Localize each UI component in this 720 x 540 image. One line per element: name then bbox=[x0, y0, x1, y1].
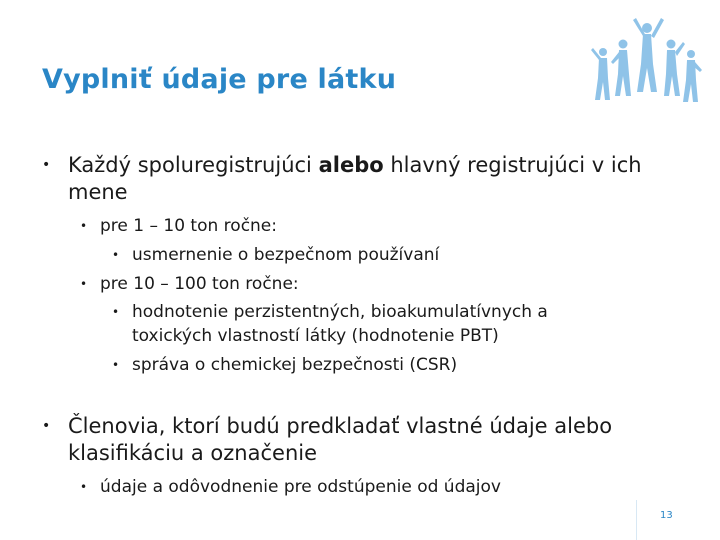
bullet-dot: • bbox=[80, 480, 88, 494]
bullet-dot: • bbox=[42, 157, 51, 173]
bullet-bold-text: alebo bbox=[318, 153, 384, 177]
footer-divider bbox=[636, 500, 637, 540]
bullet-dot: • bbox=[112, 358, 120, 372]
page-number: 13 bbox=[660, 510, 673, 521]
bullet-level3 bbox=[112, 300, 612, 348]
bullet-level2 bbox=[80, 214, 680, 238]
bullet-level1 bbox=[42, 152, 692, 206]
bullet-dot: • bbox=[80, 277, 88, 291]
bullet-text: hlavný registrujúci v ich mene bbox=[68, 153, 642, 204]
bullet-level3 bbox=[112, 243, 672, 267]
bullet-text: usmernenie o bezpečnom používaní bbox=[132, 245, 440, 265]
bullet-level2 bbox=[80, 272, 680, 296]
bullet-level3 bbox=[112, 353, 672, 377]
bullet-text: pre 10 – 100 ton ročne: bbox=[100, 274, 299, 294]
slide-title: Vyplniť údaje pre látku bbox=[42, 64, 397, 95]
bullet-text: hodnotenie perzistentných, bioakumulatívnych a toxických vlastností látky (hodnotenie PBT) bbox=[132, 302, 548, 346]
bullet-dot: • bbox=[80, 219, 88, 233]
bullet-dot: • bbox=[112, 248, 120, 262]
bullet-text: Každý spoluregistrujúci bbox=[68, 153, 319, 177]
bullet-text: údaje a odôvodnenie pre odstúpenie od údajov bbox=[100, 477, 501, 497]
bullet-text: Členovia, ktorí budú predkladať vlastné údaje alebo klasifikáciu a označenie bbox=[68, 414, 613, 465]
bullet-text: pre 1 – 10 ton ročne: bbox=[100, 216, 277, 236]
bullet-level1 bbox=[42, 413, 642, 467]
bullet-dot: • bbox=[112, 305, 120, 319]
runners-logo-icon bbox=[585, 14, 705, 106]
bullet-text: správa o chemickej bezpečnosti (CSR) bbox=[132, 355, 458, 375]
bullet-dot: • bbox=[42, 418, 51, 434]
bullet-level2 bbox=[80, 475, 680, 499]
